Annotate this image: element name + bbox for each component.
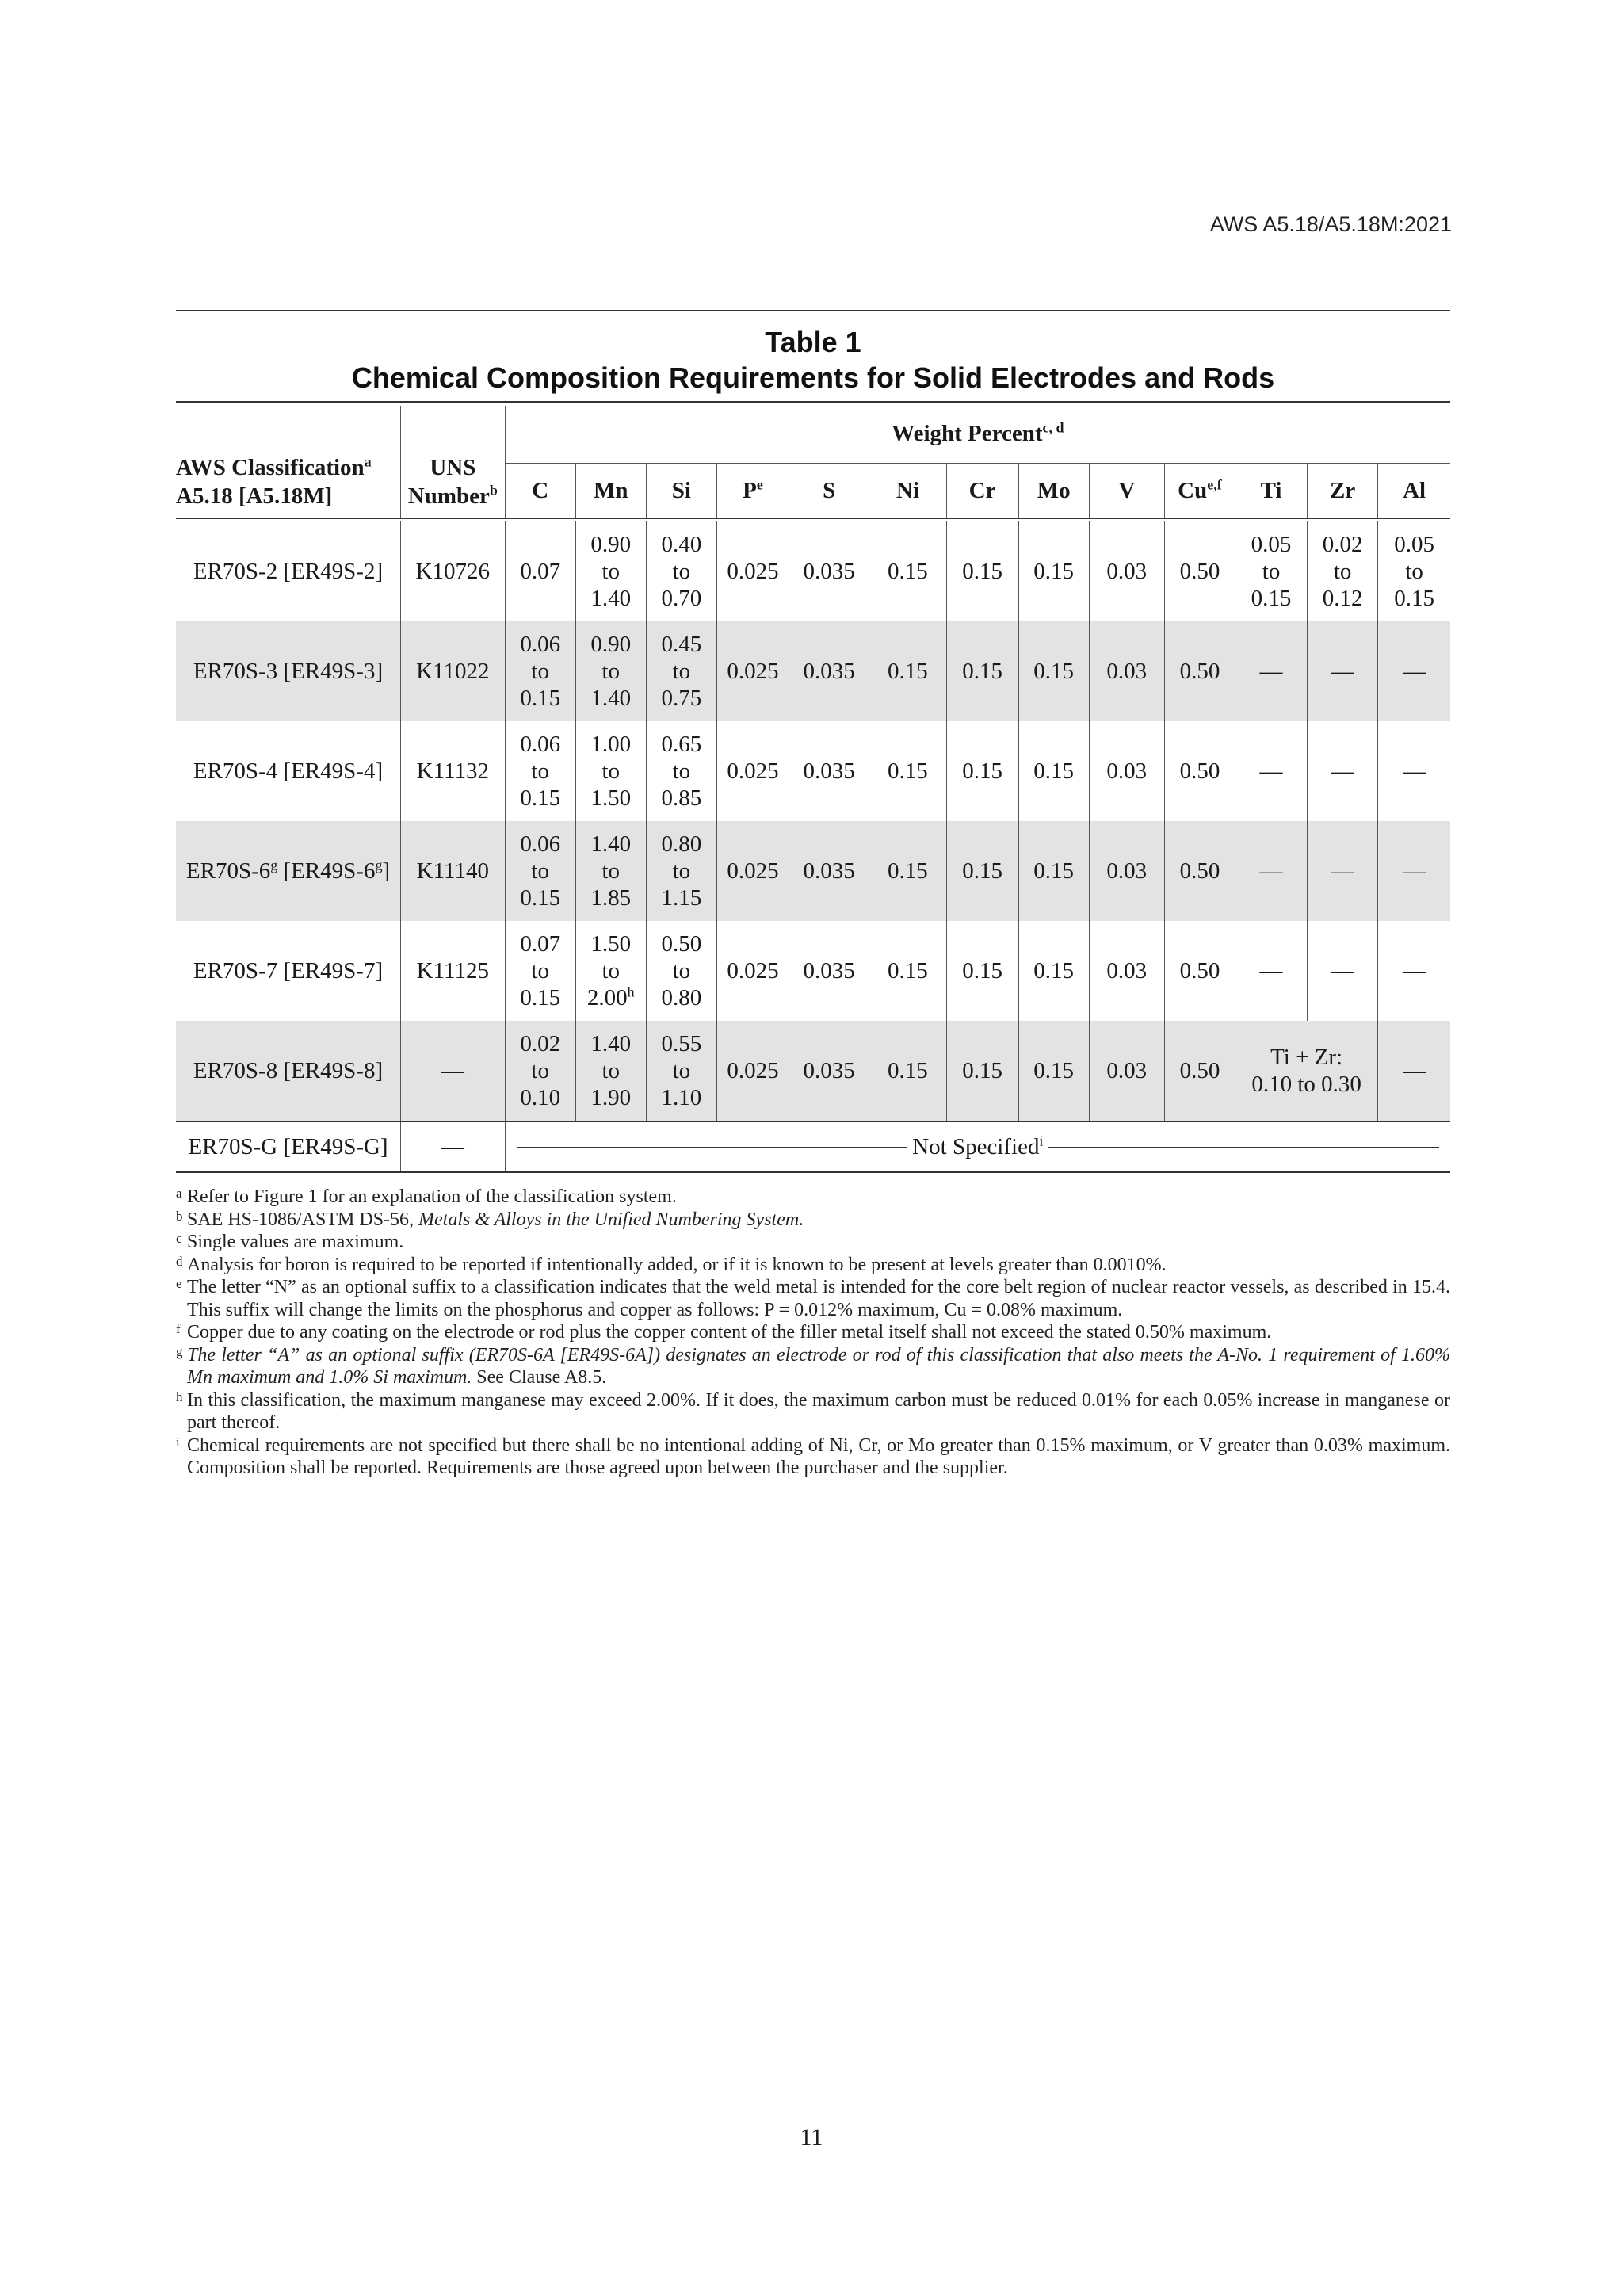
classification-text: ER70S-8 [ER49S-8]	[193, 1058, 384, 1083]
v-cell: 0.03	[1089, 721, 1164, 821]
p-cell: 0.025	[716, 721, 789, 821]
c-cell	[505, 721, 575, 821]
c-cell-line: to	[531, 758, 549, 784]
mo-cell: 0.15	[1018, 821, 1089, 921]
uns-cell: K11125	[401, 921, 506, 1021]
footnote-i	[176, 1435, 1450, 1480]
ti-cell-line: —	[1259, 958, 1283, 984]
header-classification	[176, 406, 401, 520]
ti-zr-cell-line: 0.10 to 0.30	[1251, 1072, 1361, 1097]
mn-cell-line: 1.40	[590, 686, 632, 711]
zr-cell-line: 0.12	[1322, 586, 1363, 611]
c-cell-line: to	[531, 958, 549, 984]
ti-zr-cell-line: Ti + Zr:	[1270, 1045, 1343, 1070]
al-cell	[1378, 1021, 1450, 1121]
footnote-italic: The letter “A” as an optional suffix (ER70S-6A [ER49S-6A]) designates an electrode or rod of this classification that also meets the A-No. 1 requirement of 1.60% Mn maximum and 1.0% Si maximum.	[187, 1344, 1450, 1388]
mn-cell-line: 1.00	[590, 732, 632, 757]
c-cell	[505, 520, 575, 621]
element-symbol: Cu	[1178, 477, 1208, 503]
header-uns-line2: Number	[407, 483, 490, 509]
ti-cell-line: —	[1259, 659, 1283, 684]
mn-cell-line: 1.40	[590, 586, 632, 611]
si-cell-line: to	[672, 858, 691, 884]
header-uns-sup: b	[489, 482, 498, 499]
cr-cell: 0.15	[946, 1021, 1018, 1121]
mn-cell-line: to	[601, 758, 621, 784]
footnote-mark: i	[176, 1434, 180, 1450]
c-cell	[505, 621, 575, 721]
table-row	[176, 821, 1450, 921]
mn-cell	[575, 520, 646, 621]
header-weight-percent	[505, 406, 1450, 463]
mn-cell-line: 1.40	[590, 1031, 632, 1056]
element-symbol: Cr	[968, 477, 996, 503]
header-element-zr	[1308, 463, 1378, 520]
al-cell-line: —	[1403, 758, 1426, 784]
not-specified-wrap	[506, 1134, 1450, 1160]
footnote-text: Refer to Figure 1 for an explanation of the classification system.	[187, 1186, 677, 1207]
p-cell: 0.025	[716, 1021, 789, 1121]
footnote-text: Analysis for boron is required to be reported if intentionally added, or if it is known to be present at levels greater than 0.0010%.	[187, 1254, 1167, 1275]
page-number: 11	[800, 2124, 823, 2150]
c-cell-line: 0.06	[520, 632, 561, 657]
header-classification-line2: A5.18 [A5.18M]	[176, 483, 333, 509]
c-cell	[505, 821, 575, 921]
classification-cell	[176, 821, 401, 921]
footnote-a	[176, 1186, 1450, 1209]
classification-text: ER70S-4 [ER49S-4]	[193, 758, 384, 784]
mo-cell: 0.15	[1018, 921, 1089, 1021]
si-cell	[646, 1021, 716, 1121]
zr-cell-line: to	[1333, 559, 1352, 584]
classification-cell	[176, 721, 401, 821]
al-cell-line: —	[1403, 858, 1426, 884]
classification-text: ER70S-6	[185, 858, 271, 884]
uns-cell: K11022	[401, 621, 506, 721]
not-specified-line-right	[1048, 1147, 1439, 1148]
si-cell-line: 0.55	[661, 1031, 702, 1056]
s-cell: 0.035	[789, 520, 869, 621]
c-cell-line: 0.06	[520, 831, 561, 857]
classification-sup: g	[270, 857, 278, 873]
footnote-text: Chemical requirements are not specified but there shall be no intentional adding of Ni, Cr, or Mo greater than 0.15% maximum, or V greater than 0.03% maximum. Composition shall be reported. Requirements are those agreed upon between the purchaser and the supplier.	[187, 1435, 1450, 1478]
mn-cell-line: 1.50	[590, 931, 632, 957]
header-element-cu	[1164, 463, 1235, 520]
c-cell	[505, 921, 575, 1021]
element-symbol: Mo	[1037, 477, 1071, 503]
table-row	[176, 921, 1450, 1021]
uns-cell: K11132	[401, 721, 506, 821]
cu-cell: 0.50	[1164, 821, 1235, 921]
cu-cell: 0.50	[1164, 921, 1235, 1021]
ti-cell-line: 0.15	[1251, 586, 1292, 611]
not-specified-sup: i	[1039, 1132, 1044, 1148]
weight-percent-sup: c, d	[1042, 419, 1064, 436]
c-cell-line: 0.15	[520, 985, 561, 1010]
header-element-al	[1378, 463, 1450, 520]
mn-cell-line: 1.40	[590, 831, 632, 857]
v-cell: 0.03	[1089, 621, 1164, 721]
mn-cell-line: 2.00	[586, 985, 628, 1010]
mn-cell-sup: h	[627, 984, 635, 1000]
element-symbol: Mn	[594, 477, 628, 503]
ti-cell	[1235, 721, 1307, 821]
al-cell-line: —	[1403, 958, 1426, 984]
si-cell-line: 0.45	[661, 632, 702, 657]
footnote-text: Copper due to any coating on the electrode or rod plus the copper content of the filler metal itself shall not exceed the stated 0.50% maximum.	[187, 1322, 1272, 1343]
header-element-v	[1089, 463, 1164, 520]
ni-cell: 0.15	[869, 1021, 946, 1121]
si-cell-line: 0.70	[661, 586, 702, 611]
mo-cell: 0.15	[1018, 621, 1089, 721]
al-cell	[1378, 821, 1450, 921]
mn-cell-line: 0.90	[590, 632, 632, 657]
si-cell	[646, 520, 716, 621]
footnote-text: Single values are maximum.	[187, 1232, 404, 1252]
footnotes	[176, 1186, 1450, 1480]
c-cell-line: to	[531, 1058, 549, 1083]
v-cell: 0.03	[1089, 821, 1164, 921]
footnote-mark: a	[176, 1186, 182, 1201]
s-cell: 0.035	[789, 621, 869, 721]
zr-cell-line: —	[1331, 758, 1354, 784]
element-symbol: S	[823, 477, 836, 503]
classification-cell	[176, 921, 401, 1021]
footnote-g	[176, 1344, 1450, 1389]
table-row	[176, 1021, 1450, 1121]
c-cell	[505, 1021, 575, 1121]
classification-sup: g	[375, 857, 383, 873]
cu-cell: 0.50	[1164, 1021, 1235, 1121]
si-cell-line: 1.10	[661, 1085, 702, 1110]
footnote-c	[176, 1231, 1450, 1254]
zr-cell	[1308, 621, 1378, 721]
mn-cell	[575, 721, 646, 821]
uns-cell: K10726	[401, 520, 506, 621]
footnote-e	[176, 1276, 1450, 1321]
si-cell-line: 0.65	[661, 732, 702, 757]
footnote-mark: h	[176, 1389, 183, 1404]
si-cell-line: 0.50	[661, 931, 702, 957]
mn-cell	[575, 921, 646, 1021]
al-cell-line: 0.05	[1394, 532, 1434, 557]
mn-cell-line: to	[601, 659, 621, 684]
v-cell: 0.03	[1089, 1021, 1164, 1121]
footnote-mark: d	[176, 1253, 183, 1269]
cr-cell: 0.15	[946, 821, 1018, 921]
footnote-h	[176, 1389, 1450, 1435]
mn-cell-line: to	[601, 559, 621, 584]
cu-cell: 0.50	[1164, 721, 1235, 821]
ni-cell: 0.15	[869, 621, 946, 721]
not-specified-label: Not Specified	[912, 1133, 1040, 1159]
mn-cell-line: to	[601, 958, 621, 984]
weight-percent-label: Weight Percent	[892, 421, 1043, 447]
header-element-cr	[946, 463, 1018, 520]
si-cell	[646, 921, 716, 1021]
header-element-s	[789, 463, 869, 520]
cr-cell: 0.15	[946, 921, 1018, 1021]
zr-cell	[1308, 721, 1378, 821]
si-cell-line: 0.80	[661, 985, 702, 1010]
mo-cell: 0.15	[1018, 1021, 1089, 1121]
ti-zr-cell	[1235, 1021, 1377, 1121]
mn-cell	[575, 1021, 646, 1121]
mn-cell-line: to	[601, 858, 621, 884]
header-element-c	[505, 463, 575, 520]
element-sup: e,f	[1207, 476, 1222, 493]
header-uns	[401, 406, 506, 520]
footnote-italic: Metals & Alloys in the Unified Numbering System.	[418, 1209, 804, 1230]
table-row	[176, 520, 1450, 621]
footnote-mark: g	[176, 1343, 183, 1359]
c-cell-line: to	[531, 659, 549, 684]
classification-text: ER70S-2 [ER49S-2]	[193, 559, 384, 584]
si-cell-line: 0.40	[661, 532, 702, 557]
table-number: Table 1	[765, 326, 861, 358]
zr-cell-line: 0.02	[1322, 532, 1363, 557]
table-row	[176, 621, 1450, 721]
s-cell: 0.035	[789, 921, 869, 1021]
si-cell-line: 0.75	[661, 686, 702, 711]
si-cell-line: to	[672, 659, 691, 684]
composition-table	[176, 406, 1450, 1173]
table-row-last	[176, 1121, 1450, 1172]
uns-cell: K11140	[401, 821, 506, 921]
classification-cell	[176, 520, 401, 621]
si-cell-line: 0.85	[661, 785, 702, 811]
not-specified-text	[907, 1134, 1048, 1160]
cu-cell: 0.50	[1164, 520, 1235, 621]
zr-cell-line: —	[1331, 958, 1354, 984]
ti-cell	[1235, 921, 1307, 1021]
element-symbol: Ti	[1260, 477, 1282, 503]
si-cell-line: to	[672, 958, 691, 984]
si-cell	[646, 721, 716, 821]
zr-cell	[1308, 520, 1378, 621]
ti-cell-line: —	[1259, 858, 1283, 884]
element-symbol: C	[532, 477, 549, 503]
p-cell: 0.025	[716, 821, 789, 921]
header-element-ni	[869, 463, 946, 520]
classification-cell	[176, 621, 401, 721]
running-head: AWS A5.18/A5.18M:2021	[1209, 212, 1452, 236]
mn-cell	[575, 821, 646, 921]
si-cell-line: 1.15	[661, 885, 702, 911]
not-specified-line-left	[517, 1147, 908, 1148]
mn-cell-line: 1.85	[590, 885, 632, 911]
header-element-p	[716, 463, 789, 520]
footnote-d	[176, 1254, 1450, 1277]
classification-cell	[176, 1021, 401, 1121]
si-cell-line: to	[672, 559, 691, 584]
zr-cell	[1308, 821, 1378, 921]
ni-cell: 0.15	[869, 821, 946, 921]
header-classification-sup: a	[364, 453, 372, 470]
zr-cell-line: —	[1331, 659, 1354, 684]
cr-cell: 0.15	[946, 520, 1018, 621]
header-uns-line1: UNS	[430, 455, 476, 480]
ti-cell	[1235, 520, 1307, 621]
table-row	[176, 721, 1450, 821]
si-cell	[646, 821, 716, 921]
zr-cell	[1308, 921, 1378, 1021]
footnote-mark: f	[176, 1321, 181, 1336]
c-cell-line: 0.02	[520, 1031, 561, 1056]
si-cell-line: to	[672, 758, 691, 784]
element-sup: e	[756, 476, 763, 493]
footnote-mark: b	[176, 1208, 183, 1224]
al-cell	[1378, 520, 1450, 621]
mn-cell-line: to	[601, 1058, 621, 1083]
ti-cell-line: —	[1259, 758, 1283, 784]
al-cell	[1378, 621, 1450, 721]
footnote-mark: e	[176, 1276, 182, 1291]
s-cell: 0.035	[789, 721, 869, 821]
al-cell	[1378, 921, 1450, 1021]
footnote-text: See Clause A8.5.	[472, 1367, 607, 1388]
footnote-text: The letter “N” as an optional suffix to a classification indicates that the weld metal is intended for the core belt region of nuclear reactor vessels, as described in 15.4. This suffix will change the limits on the phosphorus and copper as follows: P = 0.012% maximum, Cu = 0.08% maximum.	[187, 1277, 1450, 1320]
table-title	[176, 325, 1450, 396]
mn-cell-line: 1.90	[590, 1085, 632, 1110]
header-element-mn	[575, 463, 646, 520]
si-cell	[646, 621, 716, 721]
c-cell-line: to	[531, 858, 549, 884]
footnote-text: SAE HS-1086/ASTM DS-56,	[187, 1209, 419, 1230]
c-cell-line: 0.07	[520, 559, 561, 584]
v-cell: 0.03	[1089, 921, 1164, 1021]
cr-cell: 0.15	[946, 721, 1018, 821]
element-symbol: Al	[1403, 477, 1426, 503]
footnote-mark: c	[176, 1231, 182, 1246]
mn-cell	[575, 621, 646, 721]
c-cell-line: 0.06	[520, 732, 561, 757]
classification-text: [ER49S-6	[277, 858, 376, 884]
element-symbol: P	[743, 477, 757, 503]
s-cell: 0.035	[789, 1021, 869, 1121]
mn-cell-line: 1.50	[590, 785, 632, 811]
footnote-b	[176, 1209, 1450, 1232]
header-classification-line1: AWS Classification	[176, 455, 365, 480]
classification-text: ]	[382, 858, 391, 884]
classification-text: ER70S-7 [ER49S-7]	[193, 958, 384, 984]
zr-cell-line: —	[1331, 858, 1354, 884]
mn-cell-line: 0.90	[590, 532, 632, 557]
uns-cell: —	[401, 1021, 506, 1121]
footnote-text: In this classification, the maximum manganese may exceed 2.00%. If it does, the maximum carbon must be reduced 0.01% for each 0.05% increase in manganese or part thereof.	[187, 1389, 1450, 1433]
c-cell-line: 0.10	[520, 1085, 561, 1110]
ti-cell-line: 0.05	[1251, 532, 1292, 557]
cr-cell: 0.15	[946, 621, 1018, 721]
p-cell: 0.025	[716, 621, 789, 721]
element-symbol: V	[1118, 477, 1136, 503]
al-cell-line: —	[1403, 659, 1426, 684]
ti-cell	[1235, 821, 1307, 921]
not-specified-cell	[505, 1121, 1450, 1172]
al-cell-line: to	[1405, 559, 1423, 584]
top-rule	[176, 310, 1450, 311]
ti-cell-line: to	[1262, 559, 1281, 584]
ti-cell	[1235, 621, 1307, 721]
classification-text: ER70S-3 [ER49S-3]	[193, 659, 384, 684]
p-cell: 0.025	[716, 921, 789, 1021]
c-cell-line: 0.15	[520, 885, 561, 911]
p-cell: 0.025	[716, 520, 789, 621]
al-cell-line: 0.15	[1394, 586, 1434, 611]
c-cell-line: 0.07	[520, 931, 561, 957]
table-caption: Chemical Composition Requirements for Solid Electrodes and Rods	[351, 361, 1275, 394]
al-cell-line: —	[1403, 1058, 1426, 1083]
element-symbol: Ni	[896, 477, 919, 503]
mo-cell: 0.15	[1018, 520, 1089, 621]
mo-cell: 0.15	[1018, 721, 1089, 821]
v-cell: 0.03	[1089, 520, 1164, 621]
ni-cell: 0.15	[869, 921, 946, 1021]
element-symbol: Si	[671, 477, 691, 503]
c-cell-line: 0.15	[520, 686, 561, 711]
header-element-si	[646, 463, 716, 520]
si-cell-line: to	[672, 1058, 691, 1083]
element-symbol: Zr	[1330, 477, 1356, 503]
title-rule	[176, 401, 1450, 403]
classification-cell: ER70S-G [ER49S-G]	[176, 1121, 401, 1172]
footnote-f	[176, 1321, 1450, 1344]
header-element-ti	[1235, 463, 1307, 520]
ni-cell: 0.15	[869, 520, 946, 621]
s-cell: 0.035	[789, 821, 869, 921]
cu-cell: 0.50	[1164, 621, 1235, 721]
c-cell-line: 0.15	[520, 785, 561, 811]
uns-cell: —	[401, 1121, 506, 1172]
header-element-mo	[1018, 463, 1089, 520]
ni-cell: 0.15	[869, 721, 946, 821]
al-cell	[1378, 721, 1450, 821]
si-cell-line: 0.80	[661, 831, 702, 857]
